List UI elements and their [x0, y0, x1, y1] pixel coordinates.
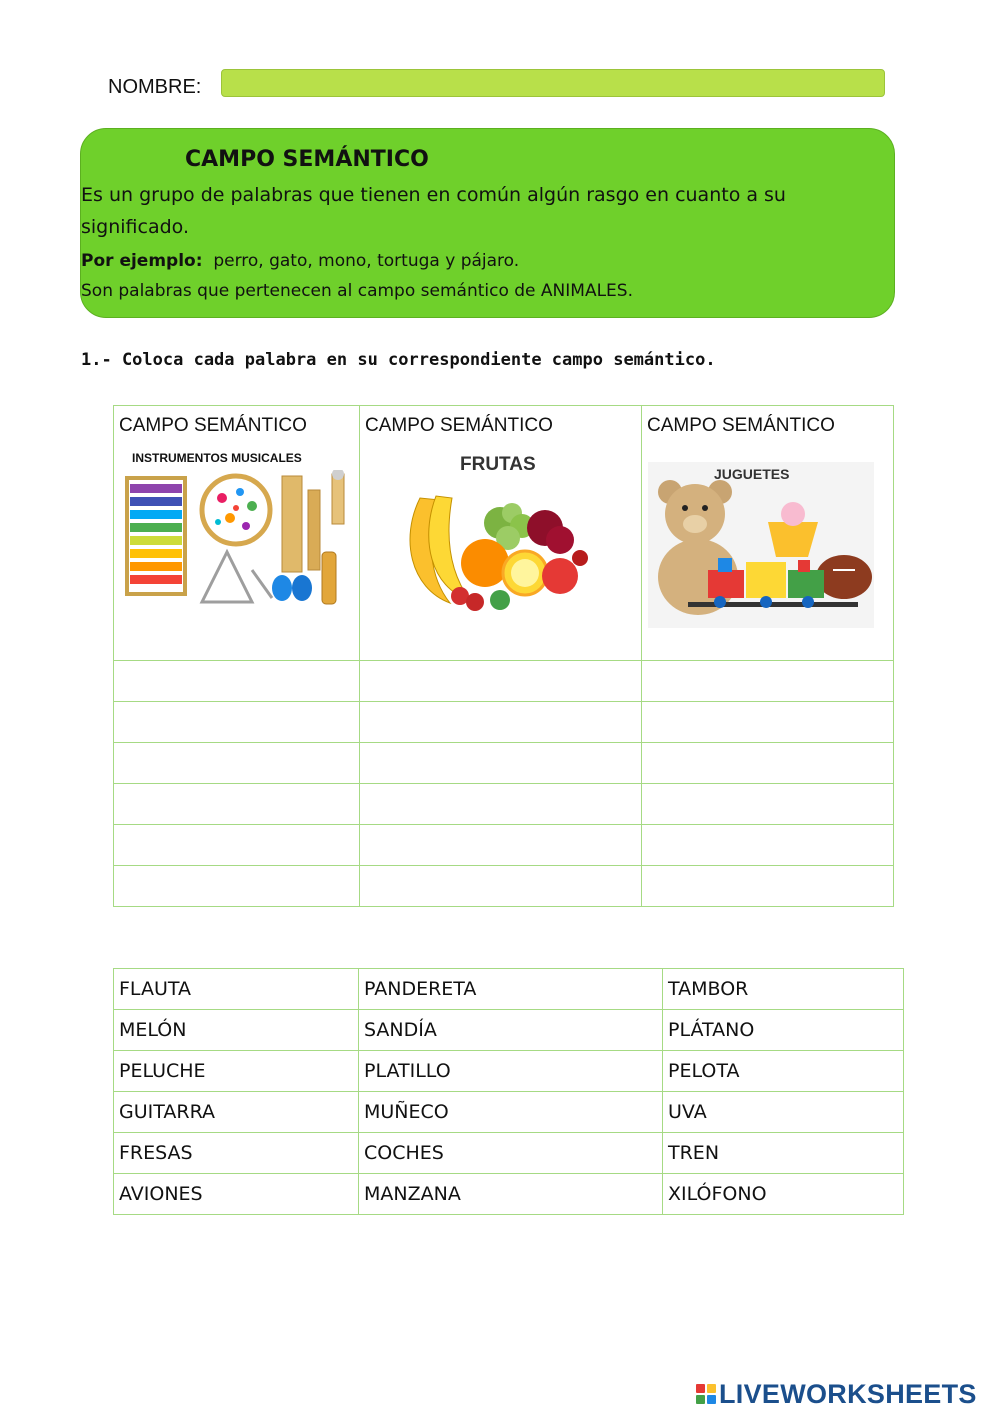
logo-block: [696, 1384, 705, 1393]
name-input[interactable]: [222, 70, 884, 96]
definition-line-2: significado.: [81, 216, 190, 238]
word-bank-row: [114, 1174, 904, 1215]
answer-cell[interactable]: [360, 866, 642, 907]
logo-block: [707, 1395, 716, 1404]
answer-row: [114, 743, 894, 784]
word-item[interactable]: PELOTA: [663, 1051, 904, 1092]
word-bank-table: [113, 968, 904, 1215]
answer-cell[interactable]: [642, 661, 894, 702]
word-item[interactable]: GUITARRA: [114, 1092, 359, 1133]
fruits-icon: [400, 478, 590, 618]
answer-cell[interactable]: [114, 661, 360, 702]
word-item[interactable]: PELUCHE: [114, 1051, 359, 1092]
picture-label-instruments: INSTRUMENTOS MUSICALES: [132, 451, 302, 465]
answer-cell[interactable]: [642, 743, 894, 784]
answer-row: [114, 661, 894, 702]
answer-row: [114, 784, 894, 825]
word-item[interactable]: PLÁTANO: [663, 1010, 904, 1051]
name-label: NOMBRE:: [108, 76, 202, 98]
category-header: CAMPO SEMÁNTICO: [119, 415, 307, 436]
toys-icon: [648, 462, 874, 628]
word-item[interactable]: MUÑECO: [359, 1092, 663, 1133]
word-bank-row: [114, 1092, 904, 1133]
answer-cell[interactable]: [642, 702, 894, 743]
answer-cell[interactable]: [114, 825, 360, 866]
word-item[interactable]: TAMBOR: [663, 969, 904, 1010]
word-item[interactable]: PANDERETA: [359, 969, 663, 1010]
answer-cell[interactable]: [360, 825, 642, 866]
answer-cell[interactable]: [114, 743, 360, 784]
category-header: CAMPO SEMÁNTICO: [647, 415, 835, 436]
liveworksheets-logo: [696, 1376, 977, 1412]
category-cell-fruits: [360, 406, 642, 661]
definition-title: CAMPO SEMÁNTICO: [185, 147, 429, 172]
category-cell-instruments: [114, 406, 360, 661]
word-item[interactable]: COCHES: [359, 1133, 663, 1174]
category-header-row: [114, 406, 894, 661]
answer-row: [114, 825, 894, 866]
word-item[interactable]: UVA: [663, 1092, 904, 1133]
answer-cell[interactable]: [360, 661, 642, 702]
category-header: CAMPO SEMÁNTICO: [365, 415, 553, 436]
definition-line-1: Es un grupo de palabras que tienen en común algún rasgo en cuanto a su: [81, 184, 786, 206]
answer-cell[interactable]: [360, 784, 642, 825]
answer-row: [114, 702, 894, 743]
word-bank-row: [114, 969, 904, 1010]
word-item[interactable]: SANDÍA: [359, 1010, 663, 1051]
logo-block: [696, 1395, 705, 1404]
word-item[interactable]: TREN: [663, 1133, 904, 1174]
answer-cell[interactable]: [360, 702, 642, 743]
example-line: [81, 251, 519, 271]
answer-cell[interactable]: [642, 866, 894, 907]
answer-row: [114, 866, 894, 907]
example-text: perro, gato, mono, tortuga y pájaro.: [213, 251, 520, 271]
word-item[interactable]: XILÓFONO: [663, 1174, 904, 1215]
logo-block: [707, 1384, 716, 1393]
musical-instruments-icon: [122, 470, 358, 610]
word-item[interactable]: MANZANA: [359, 1174, 663, 1215]
answer-cell[interactable]: [360, 743, 642, 784]
word-bank-row: [114, 1051, 904, 1092]
answer-cell[interactable]: [114, 866, 360, 907]
category-table: [113, 405, 894, 907]
word-item[interactable]: AVIONES: [114, 1174, 359, 1215]
answer-cell[interactable]: [114, 784, 360, 825]
logo-text: LIVEWORKSHEETS: [719, 1378, 977, 1409]
name-field-box[interactable]: [221, 69, 885, 97]
answer-cell[interactable]: [114, 702, 360, 743]
exercise-instruction: 1.- Coloca cada palabra en su correspondiente campo semántico.: [81, 350, 716, 370]
word-bank-row: [114, 1133, 904, 1174]
word-item[interactable]: FLAUTA: [114, 969, 359, 1010]
example-label: Por ejemplo:: [81, 251, 203, 271]
answer-cell[interactable]: [642, 825, 894, 866]
word-item[interactable]: PLATILLO: [359, 1051, 663, 1092]
category-cell-toys: [642, 406, 894, 661]
word-item[interactable]: FRESAS: [114, 1133, 359, 1174]
picture-label-toys: JUGUETES: [714, 466, 790, 482]
word-bank-row: [114, 1010, 904, 1051]
answer-cell[interactable]: [642, 784, 894, 825]
logo-blocks-icon: [696, 1384, 716, 1404]
word-item[interactable]: MELÓN: [114, 1010, 359, 1051]
conclusion-line: Son palabras que pertenecen al campo semántico de ANIMALES.: [81, 281, 633, 301]
picture-label-fruits: FRUTAS: [460, 454, 536, 475]
